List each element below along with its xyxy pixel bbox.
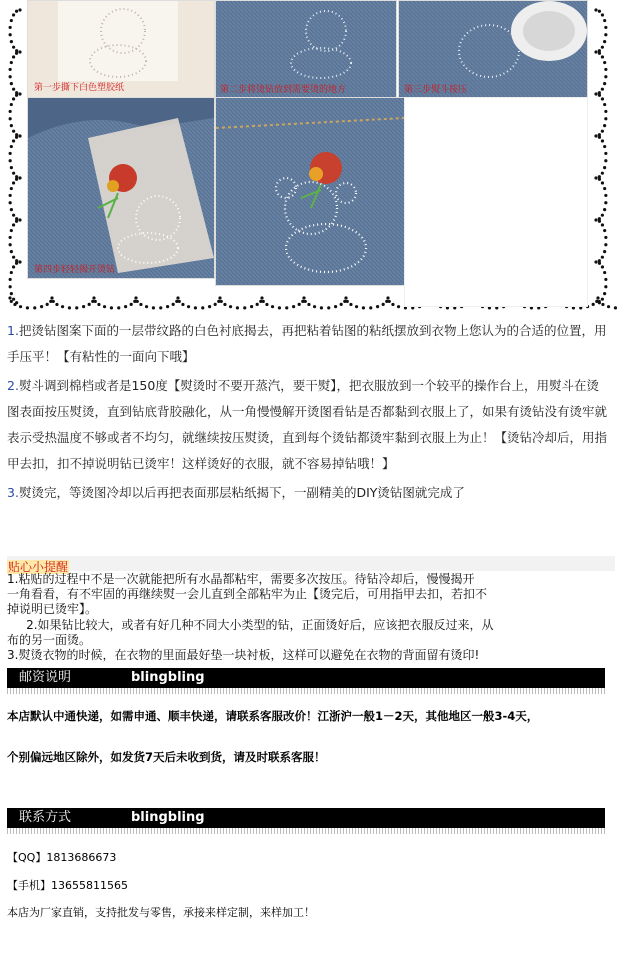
- contact-bar-brand: blingbling: [131, 810, 205, 825]
- step-caption-1: 第一步撕下白色塑胶纸: [34, 83, 125, 93]
- bar-underline: [7, 688, 605, 694]
- shipping-info: 本店默认中通快递，如需申通、顺丰快递，请联系客服改价！江浙沪一般1－2天，其他地区一般3-4天，: [7, 709, 539, 723]
- contact-bar-title: 联系方式: [19, 810, 72, 825]
- tips-line: 3.熨烫衣物的时候，在衣物的里面最好垫一块衬板，这样可以避免在衣物的背面留有烫印!: [7, 648, 480, 663]
- tips-line: 布的另一面烫。: [7, 632, 92, 647]
- tips-line: 1.粘贴的过程中不是一次就能把所有水晶都粘牢，需要多次按压。待钻冷却后，慢慢揭开: [7, 572, 475, 586]
- qq-number: 1813686673: [46, 851, 117, 864]
- shipping-note: 个别偏远地区除外，如发货7天后未收到货，请及时联系客服！: [7, 750, 326, 764]
- step-caption-4: 第四步轻轻揭开烫钻: [34, 265, 116, 275]
- shipping-bar-title: 邮资说明: [19, 670, 72, 685]
- shipping-bar: [7, 668, 605, 688]
- ironing-steps: [7, 318, 607, 509]
- bar-underline: [7, 828, 605, 834]
- tips-line: 掉说明已烫牢】。: [7, 602, 98, 617]
- photo-collage: [0, 0, 620, 312]
- contact-note: 本店为厂家直销，支持批发与零售，承接来样定制，来样加工！: [7, 906, 315, 919]
- step-1: 1.把烫钻图案下面的一层带纹路的白色衬底揭去，再把粘着钻图的粘纸摆放到衣物上您认为的合适的位置，用手压平！【有粘性的一面向下哦】: [7, 323, 607, 364]
- tips-body: [7, 572, 607, 663]
- step-caption-3: 第三步熨斗按压: [404, 85, 468, 95]
- step-3: 3.熨烫完，等烫图冷却以后再把表面那层粘纸揭下，一副精美的DIY烫钻图就完成了: [7, 485, 465, 500]
- contact-qq: 【QQ】1813686673: [7, 851, 117, 864]
- tips-heading: 贴心小提醒: [7, 556, 615, 571]
- step-photo-4: [27, 97, 215, 279]
- contact-phone: 【手机】13655811565: [7, 879, 128, 892]
- contact-bar: [7, 808, 605, 828]
- step-photo-6: [404, 97, 588, 307]
- step-photo-5: [215, 97, 405, 286]
- phone-number: 13655811565: [51, 879, 128, 892]
- tips-line: 一角看看，有不牢固的再继续熨一会儿直到全部粘牢为止【烫完后，可用指甲去扣，若扣不: [7, 587, 488, 602]
- tips-line: 2.如果钻比较大，或者有好几种不同大小类型的钻，正面烫好后，应该把衣服反过来，从: [7, 617, 494, 632]
- step-2: 2.熨斗调到棉档或者是150度【熨烫时不要开蒸汽，要干熨】，把衣服放到一个较平的操作台上，用熨斗在烫图表面按压熨烫，直到钻底背胶融化，从一角慢慢解开烫图看钻是否都黏到衣服上了，如果有烫钻没有烫牢就表示受热温度不够或者不均匀，就继续按压熨烫，直到每个烫钻都烫牢黏到衣服上为止！【烫钻冷却后，用指甲去扣，扣不掉说明钻已烫牢！这样烫好的衣服，就不容易掉钻哦！】: [7, 378, 608, 471]
- step-caption-2: 第二步将烫钻放到需要烫的地方: [220, 85, 347, 95]
- shipping-bar-brand: blingbling: [131, 670, 205, 685]
